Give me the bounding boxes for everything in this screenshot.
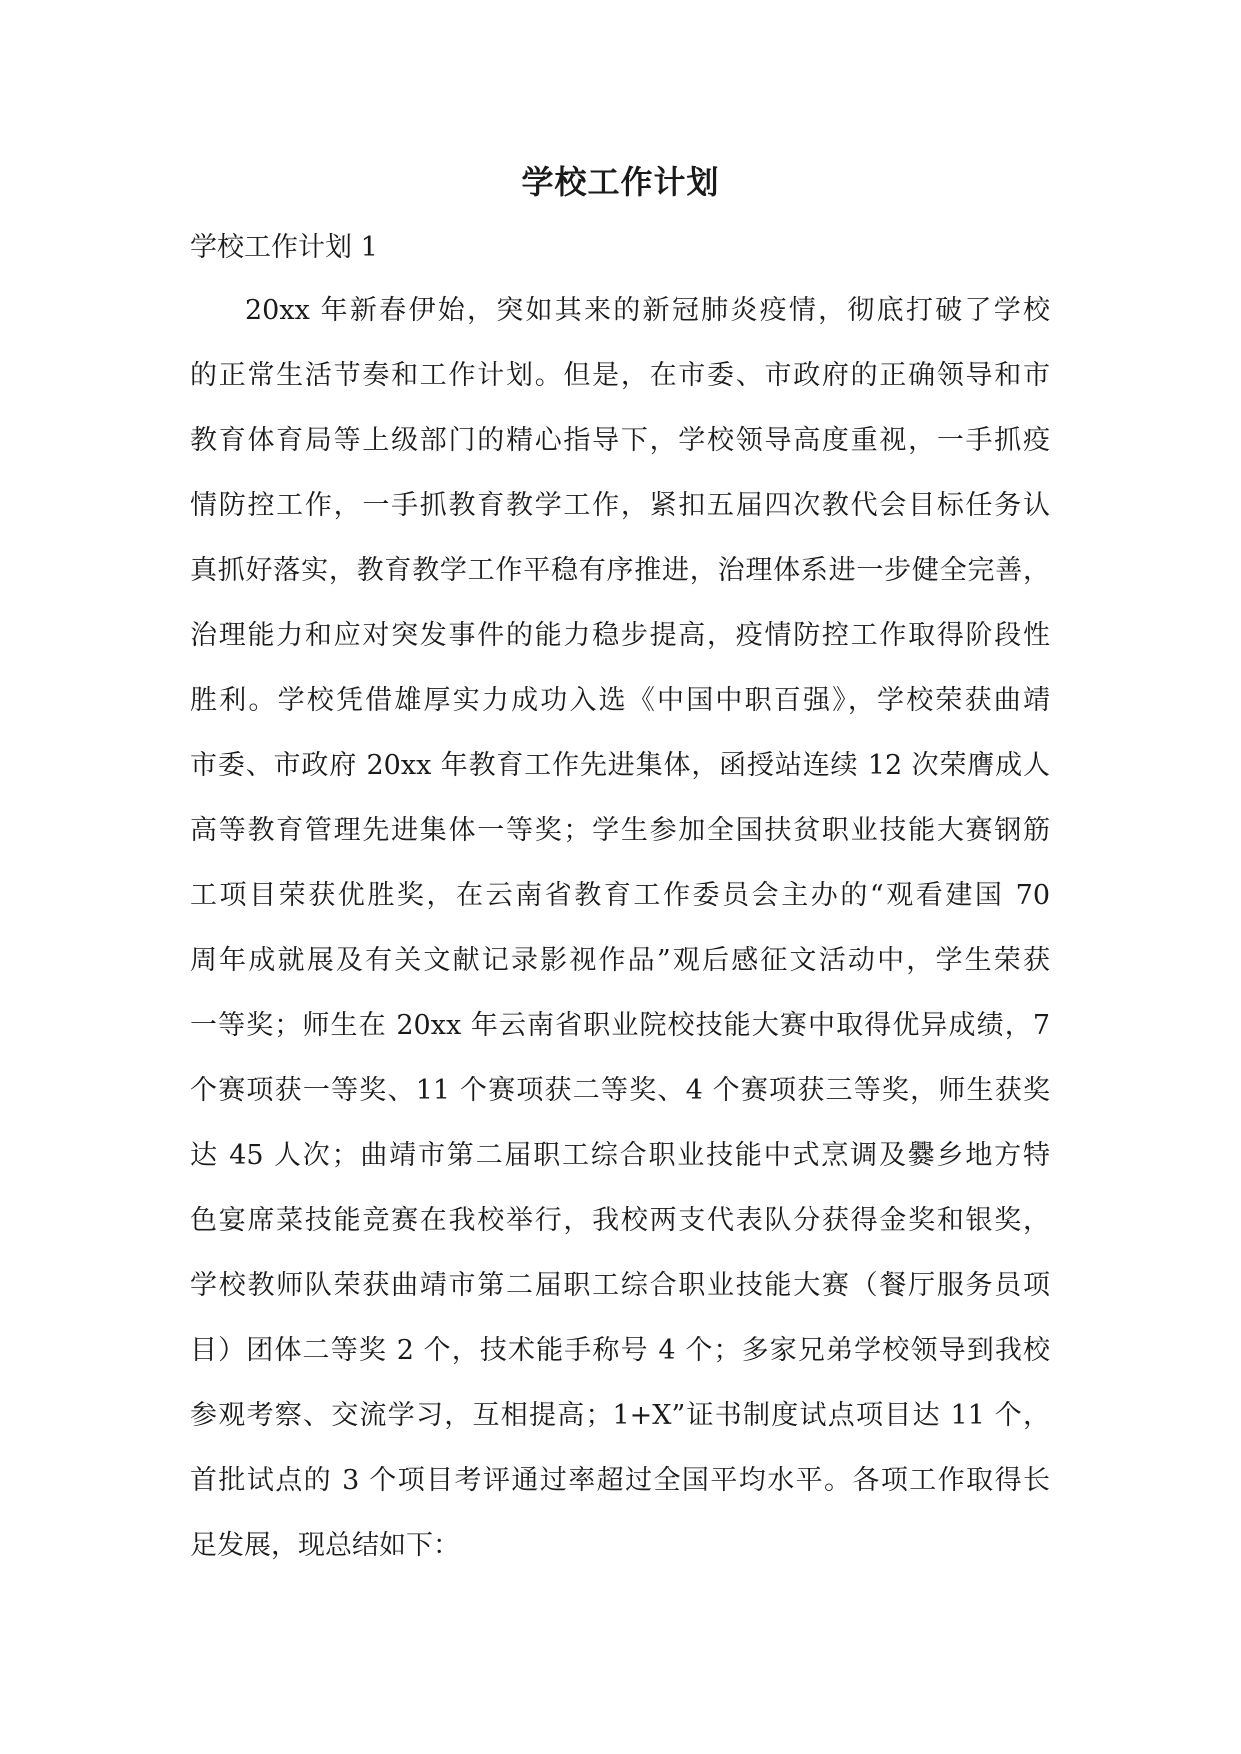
paragraph-line: 首批试点的 3 个项目考评通过率超过全国平均水平。各项工作取得长: [190, 1465, 1050, 1496]
paragraph-line: 达 45 人次；曲靖市第二届职工综合职业技能中式烹调及爨乡地方特: [190, 1140, 1050, 1171]
body-paragraph: [190, 291, 1050, 1591]
paragraph-line: 胜利。学校凭借雄厚实力成功入选《中国中职百强》，学校荣获曲靖: [190, 685, 1050, 716]
paragraph-line: 真抓好落实，教育教学工作平稳有序推进，治理体系进一步健全完善，: [190, 555, 1050, 586]
section-heading: 学校工作计划 1: [190, 232, 378, 263]
paragraph-line: 色宴席菜技能竞赛在我校举行，我校两支代表队分获得金奖和银奖，: [190, 1205, 1050, 1236]
paragraph-line: 的正常生活节奏和工作计划。但是，在市委、市政府的正确领导和市: [190, 360, 1050, 391]
paragraph-line: 20xx 年新春伊始，突如其来的新冠肺炎疫情，彻底打破了学校: [245, 295, 1050, 326]
paragraph-line: 一等奖；师生在 20xx 年云南省职业院校技能大赛中取得优异成绩，7: [190, 1010, 1050, 1041]
paragraph-line: 目）团体二等奖 2 个，技术能手称号 4 个；多家兄弟学校领导到我校: [190, 1335, 1050, 1366]
paragraph-line: 市委、市政府 20xx 年教育工作先进集体，函授站连续 12 次荣膺成人: [190, 750, 1050, 781]
paragraph-line: 周年成就展及有关文献记录影视作品”观后感征文活动中，学生荣获: [190, 945, 1050, 976]
paragraph-line: 个赛项获一等奖、11 个赛项获二等奖、4 个赛项获三等奖，师生获奖: [190, 1075, 1050, 1106]
paragraph-line: 治理能力和应对突发事件的能力稳步提高，疫情防控工作取得阶段性: [190, 620, 1050, 651]
paragraph-line: 工项目荣获优胜奖，在云南省教育工作委员会主办的“观看建国 70: [190, 880, 1050, 911]
paragraph-line: 高等教育管理先进集体一等奖；学生参加全国扶贫职业技能大赛钢筋: [190, 815, 1050, 846]
paragraph-line: 参观考察、交流学习，互相提高；1+X”证书制度试点项目达 11 个，: [190, 1400, 1050, 1431]
paragraph-line: 学校教师队荣获曲靖市第二届职工综合职业技能大赛（餐厅服务员项: [190, 1270, 1050, 1301]
paragraph-line: 教育体育局等上级部门的精心指导下，学校领导高度重视，一手抓疫: [190, 425, 1050, 456]
paragraph-line: 情防控工作，一手抓教育教学工作，紧扣五届四次教代会目标任务认: [190, 490, 1050, 521]
document-title: 学校工作计划: [521, 163, 720, 201]
paragraph-line: 足发展，现总结如下：: [190, 1530, 460, 1561]
